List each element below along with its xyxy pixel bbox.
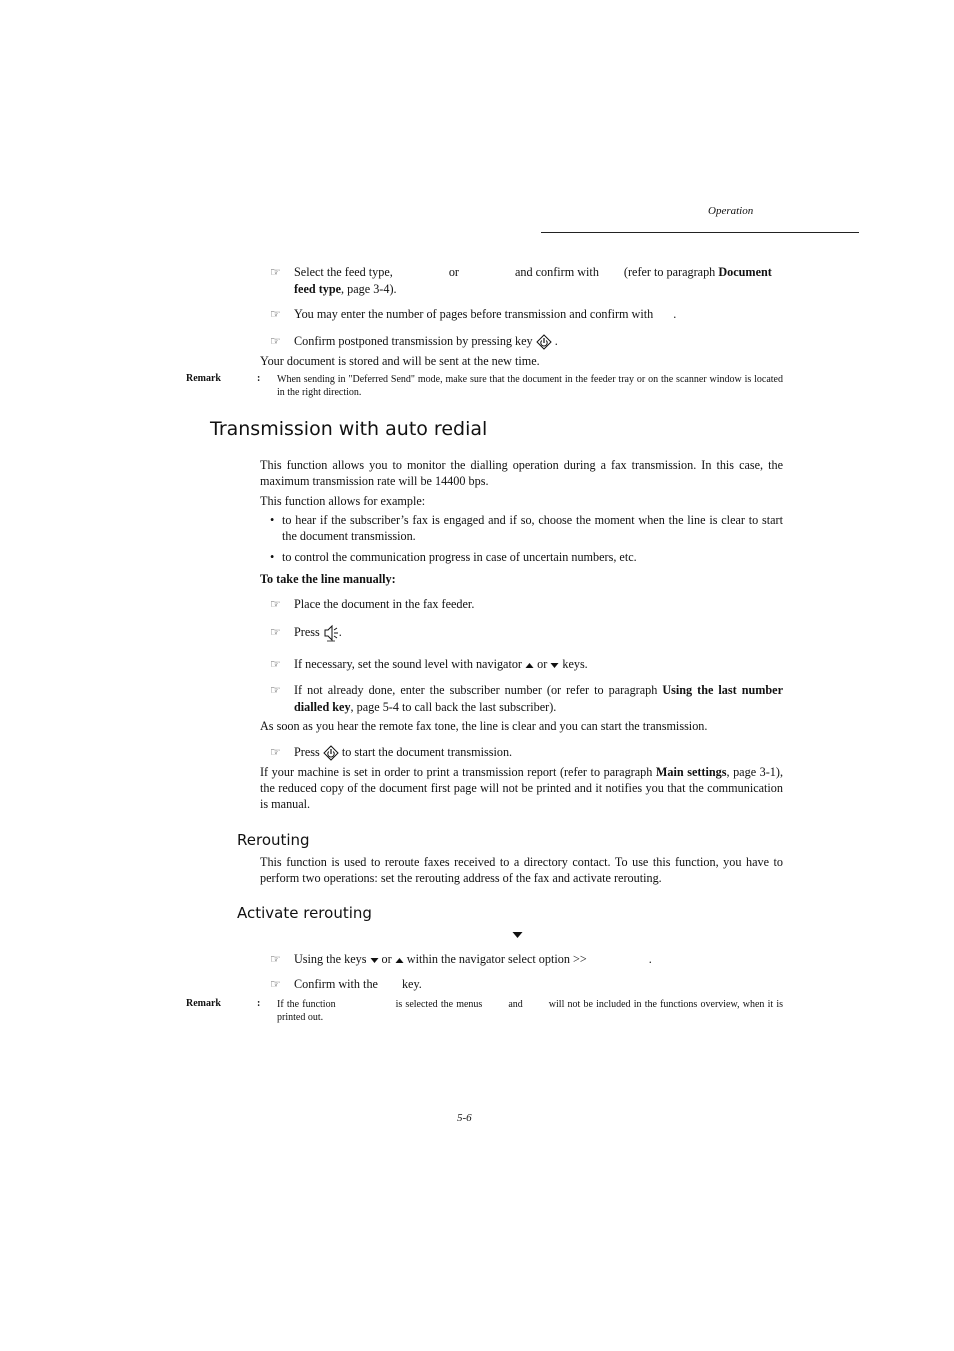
running-header: Operation xyxy=(708,205,754,217)
step-enter-subscriber xyxy=(270,682,783,716)
speaker-key-icon xyxy=(323,624,339,642)
activate-rerouting-heading: Activate rerouting xyxy=(237,904,372,922)
arrow-down-icon xyxy=(512,931,523,939)
remark-colon: : xyxy=(257,373,261,384)
example-intro: This function allows for example: xyxy=(260,494,426,508)
pointing-hand-icon: ☞ xyxy=(270,265,281,279)
pointing-hand-icon: ☞ xyxy=(270,977,281,991)
step-confirm-postponed xyxy=(270,333,783,350)
pointing-hand-icon: ☞ xyxy=(270,625,281,639)
list-item: • to control the communication progress in case of uncertain numbers, etc. xyxy=(270,550,637,564)
start-key-icon xyxy=(536,334,552,350)
step-sound-level xyxy=(270,656,783,673)
pointing-hand-icon: ☞ xyxy=(270,657,281,671)
step-text: Press . xyxy=(294,624,783,642)
step-confirm-key xyxy=(270,976,783,993)
remark-label: Remark xyxy=(186,998,221,1009)
arrow-down-icon xyxy=(370,957,379,964)
remark-text: When sending in "Deferred Send" mode, make sure that the document in the feeder tray or on the scanner window is located in the right direction. xyxy=(277,374,783,398)
step-text: Confirm with the key. xyxy=(294,977,422,991)
step-text: You may enter the number of pages before transmission and confirm with . xyxy=(294,307,677,321)
step-text: If necessary, set the sound level with navigator or keys. xyxy=(294,657,588,671)
intro-paragraph: This function allows you to monitor the dialling operation during a fax transmission. In this case, the maximum transmission rate will be 14400 bps. xyxy=(260,458,783,488)
step-place-document: ☞ Place the document in the fax feeder. xyxy=(270,597,475,611)
pointing-hand-icon: ☞ xyxy=(270,683,281,697)
stored-text: Your document is stored and will be sent at the new time. xyxy=(260,354,540,368)
pointing-hand-icon: ☞ xyxy=(270,307,281,321)
report-paragraph: If your machine is set in order to print a transmission report (refer to paragraph Main settings, page 3-1), the reduced copy of the document first page will not be printed and it notifies you that the communication is manual. xyxy=(260,765,784,811)
rerouting-paragraph: This function is used to reroute faxes received to a directory contact. To use this function, you have to perform two operations: set the rerouting address of the fax and activate rerouting. xyxy=(260,855,783,885)
pointing-hand-icon: ☞ xyxy=(270,597,281,611)
arrow-up-icon xyxy=(395,957,404,964)
step-press-speaker xyxy=(270,624,783,642)
rerouting-heading: Rerouting xyxy=(237,831,310,849)
start-key-icon xyxy=(323,745,339,761)
page-number: 5-6 xyxy=(457,1112,472,1124)
step-text: If not already done, enter the subscriber number (or refer to paragraph Using the last number dialled key, page 5-4 to call back the last subscriber). xyxy=(294,683,783,714)
pointing-hand-icon: ☞ xyxy=(270,334,281,348)
step-text: Using the keys or within the navigator select option >> . xyxy=(294,952,652,966)
step-text: Press to start the document transmission. xyxy=(294,744,783,761)
arrow-up-icon xyxy=(525,662,534,669)
manual-subtitle: To take the line manually: xyxy=(260,572,396,586)
step-select-feed-type xyxy=(270,264,783,298)
step-select-option xyxy=(270,951,783,968)
step-press-start xyxy=(270,744,783,761)
bullet-marker: • xyxy=(270,550,275,564)
step-enter-pages xyxy=(270,306,783,323)
bullet-marker: • xyxy=(270,513,275,527)
list-item: • to hear if the subscriber’s fax is engaged and if so, choose the moment when the line is clear to start the document transmission. xyxy=(270,513,783,543)
step-text: Confirm postponed transmission by pressing key . xyxy=(294,333,783,350)
pointing-hand-icon: ☞ xyxy=(270,952,281,966)
section-title: Transmission with auto redial xyxy=(210,418,488,440)
remark-colon: : xyxy=(257,998,261,1009)
pointing-hand-icon: ☞ xyxy=(270,745,281,759)
step-text: Select the feed type, or and confirm with (refer to paragraph Document feed type, page 3-4). xyxy=(294,265,772,296)
header-divider xyxy=(541,232,859,233)
remark-text: If the function is selected the menus and will not be included in the functions overview, when it is printed out. xyxy=(277,999,784,1023)
remark-label: Remark xyxy=(186,373,221,384)
line-clear-text: As soon as you hear the remote fax tone, the line is clear and you can start the transmission. xyxy=(260,719,708,733)
arrow-down-icon xyxy=(550,662,559,669)
